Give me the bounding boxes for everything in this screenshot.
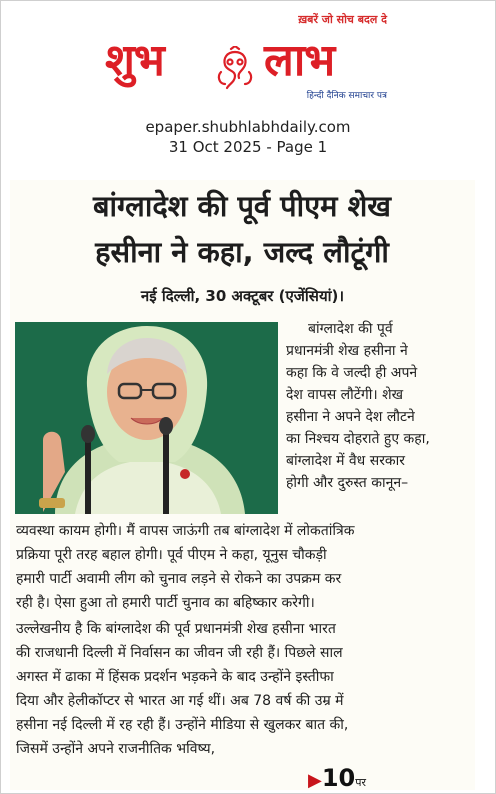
body-line: कहा कि वे जल्दी ही अपने (286, 365, 418, 381)
body-line: दिया और हेलीकॉप्टर से भारत आ गई थीं। अब 78 वर्ष की उम्र में (16, 693, 344, 709)
body-line: बांग्लादेश की पूर्व (308, 321, 393, 337)
continued-page-number: 10 (321, 764, 356, 792)
source-url: epaper.shubhlabhdaily.com (145, 118, 351, 136)
body-line: की राजधानी दिल्ली में निर्वासन का जीवन जी रही हैं। पिछले साल (16, 645, 343, 661)
body-line: हसीना ने अपने देश लौटने (286, 409, 415, 425)
body-line: उल्लेखनीय है कि बांग्लादेश की पूर्व प्रधानमंत्री शेख हसीना भारत (16, 621, 336, 637)
headline-line-1: बांग्लादेश की पूर्व पीएम शेख (92, 189, 392, 223)
body-line: व्यवस्था कायम होगी। मैं वापस जाऊंगी तब बांग्लादेश में लोकतांत्रिक (16, 523, 355, 539)
headline-line-2: हसीना ने कहा, जल्द लौटूंगी (95, 235, 389, 269)
article-photo (15, 322, 278, 514)
body-line: होगी और दुरुस्त कानून– (286, 475, 409, 491)
body-line: अगस्त में ढाका में हिंसक प्रदर्शन भड़कने के बाद उन्होंने इस्तीफा (16, 669, 334, 685)
body-line: हमारी पार्टी अवामी लीग को चुनाव लड़ने से रोकने का उपक्रम कर (16, 571, 342, 587)
continued-suffix: पर (355, 776, 366, 789)
body-line: का निश्चय दोहराते हुए कहा, (286, 431, 430, 447)
body-line: बांग्लादेश में वैध सरकार (286, 453, 406, 469)
body-line: हसीना नई दिल्ली में रह रही हैं। उन्होंने मीडिया से खुलकर बात की, (16, 717, 349, 733)
logo-word-shubh: शुभ (105, 35, 164, 86)
body-line: देश वापस लौटेंगी। शेख (286, 387, 404, 403)
dateline: नई दिल्ली, 30 अक्टूबर (एजेंसियां)। (140, 287, 345, 305)
masthead-logo (99, 8, 399, 110)
article-clipping (10, 180, 475, 790)
body-line: रही है। ऐसा हुआ तो हमारी पार्टी चुनाव का बहिष्कार करेगी। (16, 595, 315, 611)
body-line: जिसमें उन्होंने अपने राजनीतिक भविष्य, (16, 741, 216, 757)
ganesh-icon (211, 46, 259, 94)
body-line: प्रक्रिया पूरी तरह बहाल होगी। पूर्व पीएम ने कहा, यूनुस चौकड़ी (16, 547, 327, 563)
masthead-tagline: ख़बरें जो सोच बदल दे (298, 13, 387, 26)
logo-word-labh: लाभ (264, 35, 335, 86)
masthead-subtag: हिन्दी दैनिक समाचार पत्र (306, 91, 387, 101)
source-date-page: 31 Oct 2025 - Page 1 (168, 138, 328, 156)
play-arrow-icon: ▶ (308, 770, 322, 791)
body-line: प्रधानमंत्री शेख हसीना ने (286, 343, 408, 359)
portrait-illustration (15, 322, 278, 514)
continued-on-page[interactable] (308, 764, 366, 792)
